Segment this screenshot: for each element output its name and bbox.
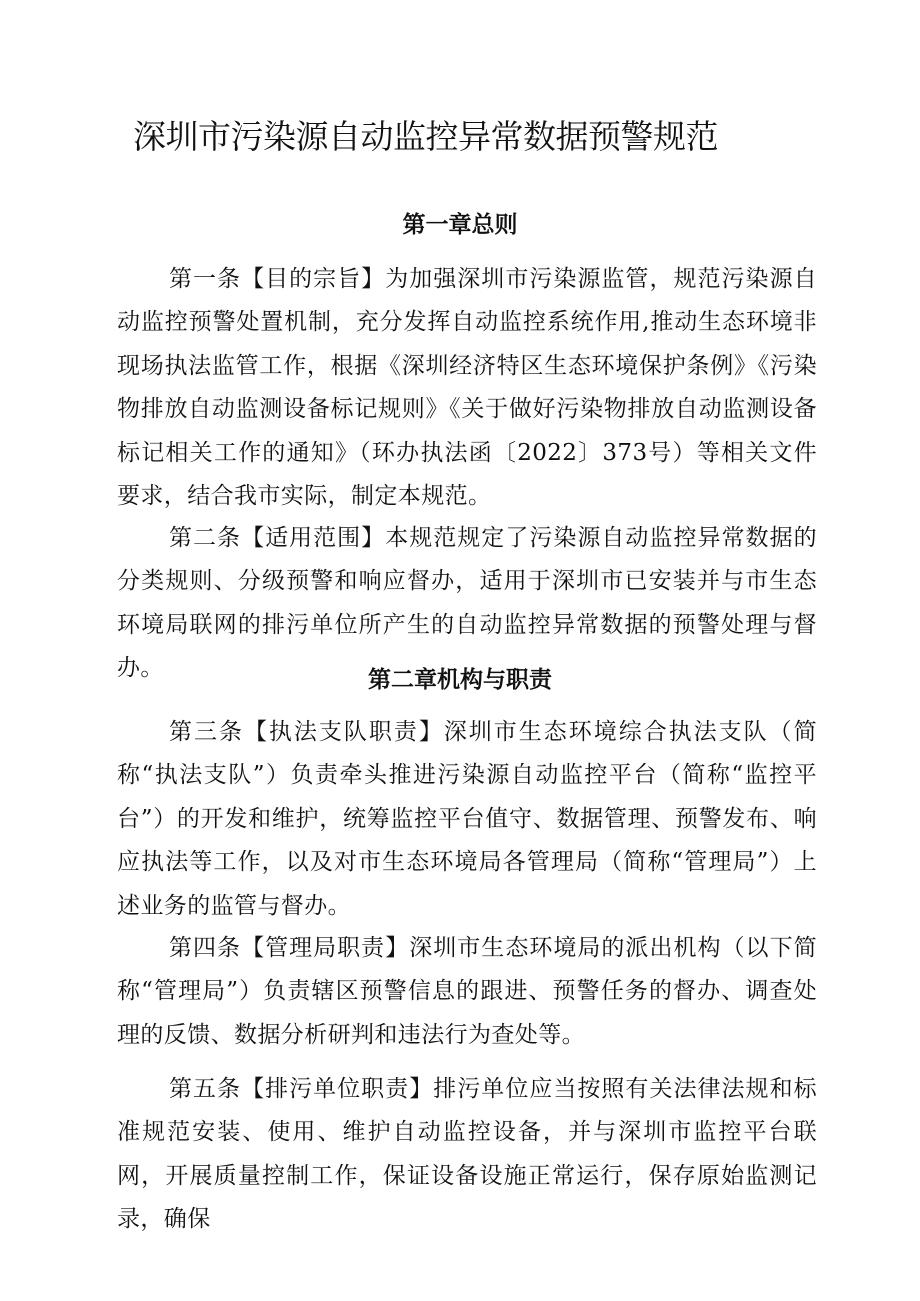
article-paragraph: 第五条【排污单位职责】排污单位应当按照有关法律法规和标准规范安装、使用、维护自动监控设备，并与深圳市监控平台联网，开展质量控制工作，保证设备设施正常运行，保存原始监测记录，确保 <box>117 1076 817 1233</box>
article-paragraph: 第三条【执法支队职责】深圳市生态环境综合执法支队（简称“执法支队”）负责牵头推进污染源自动监控平台（简称“监控平台”）的开发和维护，统筹监控平台值守、数据管理、预警发布、响应执法等工作，以及对市生态环境局各管理局（简称“管理局”）上述业务的监管与督办。 <box>117 719 817 919</box>
chapter-heading: 第一章总则 <box>402 211 518 238</box>
chapter-heading: 第二章机构与职责 <box>368 666 552 693</box>
article-paragraph: 第四条【管理局职责】深圳市生态环境局的派出机构（以下简称“管理局”）负责辖区预警信息的跟进、预警任务的督办、调查处理的反馈、数据分析研判和违法行为查处等。 <box>117 935 817 1048</box>
article-paragraph: 第二条【适用范围】本规范规定了污染源自动监控异常数据的分类规则、分级预警和响应督办，适用于深圳市已安装并与市生态环境局联网的排污单位所产生的自动监控异常数据的预警处理与督办。 <box>117 525 817 682</box>
document-title: 深圳市污染源自动监控异常数据预警规范 <box>133 117 718 156</box>
article-paragraph: 第一条【目的宗旨】为加强深圳市污染源监管，规范污染源自动监控预警处置机制，充分发挥自动监控系统作用,推动生态环境非现场执法监管工作，根据《深圳经济特区生态环境保护条例》《污染物排放自动监测设备标记规则》《关于做好污染物排放自动监测设备标记相关工作的通知》（环办执法函〔2022〕373号）等相关文件要求，结合我市实际，制定本规范。 <box>117 266 817 510</box>
